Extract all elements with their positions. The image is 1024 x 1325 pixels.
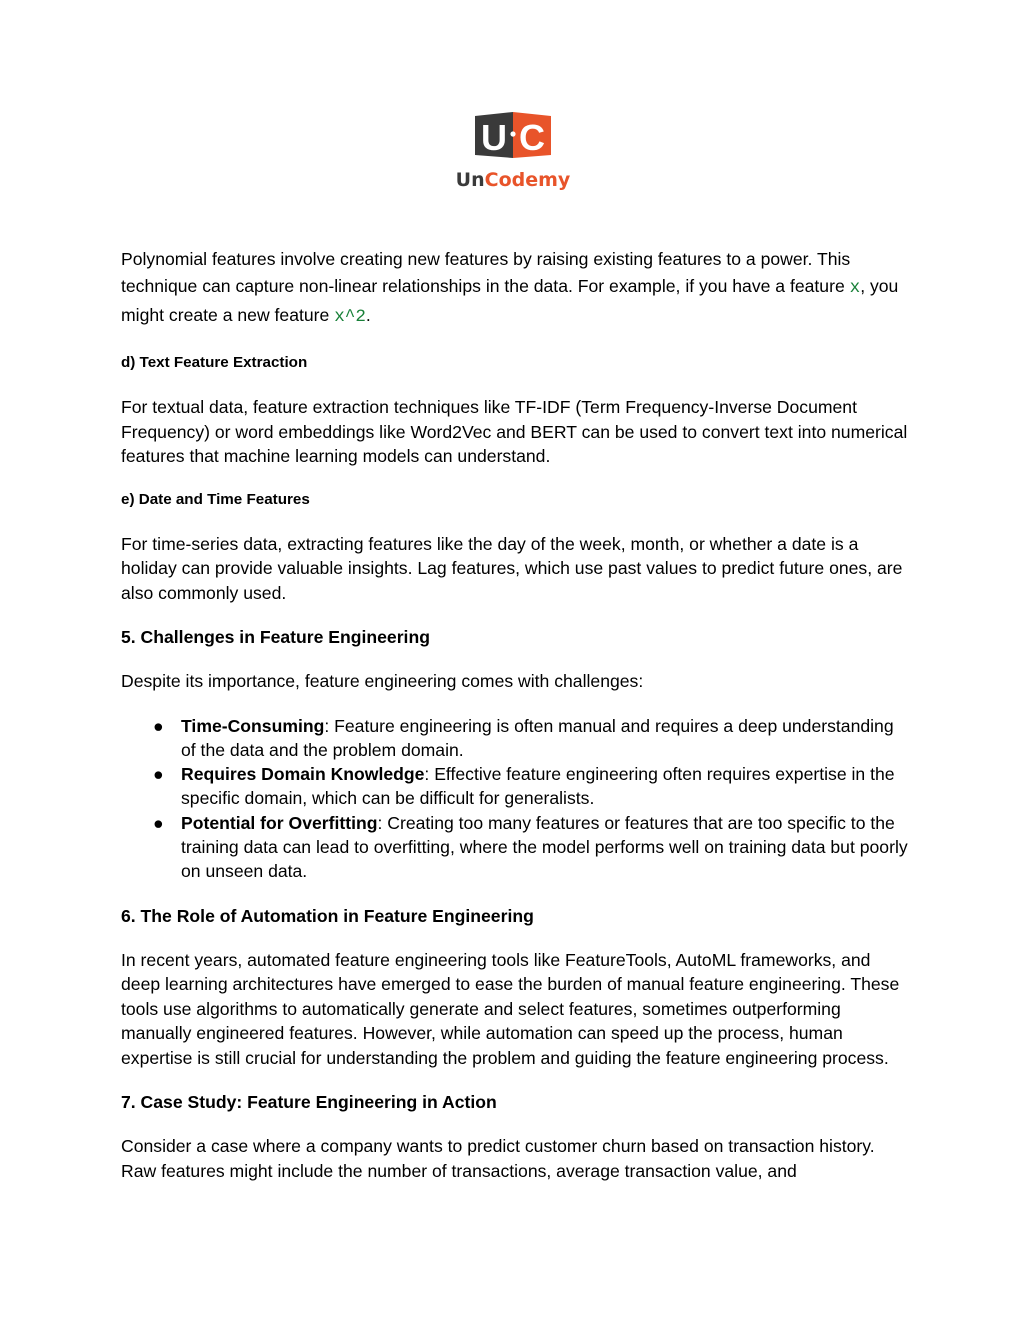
list-item-term: Time-Consuming [181,715,325,736]
polynomial-code-x: x [849,278,861,298]
logo-left-letter: U [481,117,507,158]
bullet-icon: ● [153,715,164,736]
polynomial-text-3: . [365,305,371,325]
challenges-intro: Despite its importance, feature engineering comes with challenges: [121,671,644,691]
bullet-icon: ● [153,812,164,833]
bullet-icon: ● [153,764,164,785]
date-time-paragraph: For time-series data, extracting features like the day of the week, month, or whether a date is a holiday can provide valuable insights. Lag features, which use past values to predict future ones, are also commonly used. [121,533,903,603]
document-body [121,246,911,1183]
list-item-term: Potential for Overfitting [181,812,378,833]
challenges-list [121,714,911,884]
logo-center-dot [510,131,515,136]
logo-right-letter: C [519,117,545,158]
polynomial-text-1: Polynomial features involve creating new features by raising existing features to a power. This technique can capture non-linear relationships in the data. For example, if you have a feature [121,249,851,296]
uncodemy-logo [449,108,577,194]
list-item [121,762,911,811]
list-item [121,714,911,763]
polynomial-code-x2: x^2 [334,307,366,327]
text-feature-paragraph: For textual data, feature extraction techniques like TF-IDF (Term Frequency-Inverse Document Frequency) or word embeddings like Word2Vec and BERT can be used to convert text into numerical features that machine learning models can understand. [121,397,908,466]
list-item [121,811,911,884]
automation-paragraph: In recent years, automated feature engineering tools like FeatureTools, AutoML frameworks, and deep learning architectures have emerged to ease the burden of manual feature engineering. These tools use algorithms to automatically generate and select features, sometimes outperforming manually engineered features. However, while automation can speed up the process, human expertise is still crucial for understanding the problem and guiding the feature engineering process. [121,949,900,1068]
case-study-heading: 7. Case Study: Feature Engineering in Action [121,1092,497,1113]
list-item-desc: : Effective feature engineering often requires expertise in the specific domain, which can be difficult for generalists. [181,764,895,809]
list-item-desc: : Creating too many features or features that are too specific to the training data can lead to overfitting, where the model performs well on training data but poorly on unseen data. [181,812,908,882]
polynomial-text-2: , you might create a new feature [121,276,899,325]
logo-wordmark [456,169,571,191]
automation-heading: 6. The Role of Automation in Feature Engineering [121,905,534,926]
logo-wordmark-accent: Codemy [484,169,571,191]
case-study-paragraph: Consider a case where a company wants to predict customer churn based on transaction history. Raw features might include the number of transactions, average transaction value, and [121,1136,875,1181]
logo-wordmark-dark: Un [455,169,485,191]
list-item-term: Requires Domain Knowledge [181,764,425,785]
text-feature-heading: d) Text Feature Extraction [121,354,308,371]
polynomial-paragraph [121,246,911,331]
date-time-heading: e) Date and Time Features [121,490,310,508]
list-item-desc: : Feature engineering is often manual and requires a deep understanding of the data and the problem domain. [181,715,894,760]
challenges-heading: 5. Challenges in Feature Engineering [121,627,430,647]
